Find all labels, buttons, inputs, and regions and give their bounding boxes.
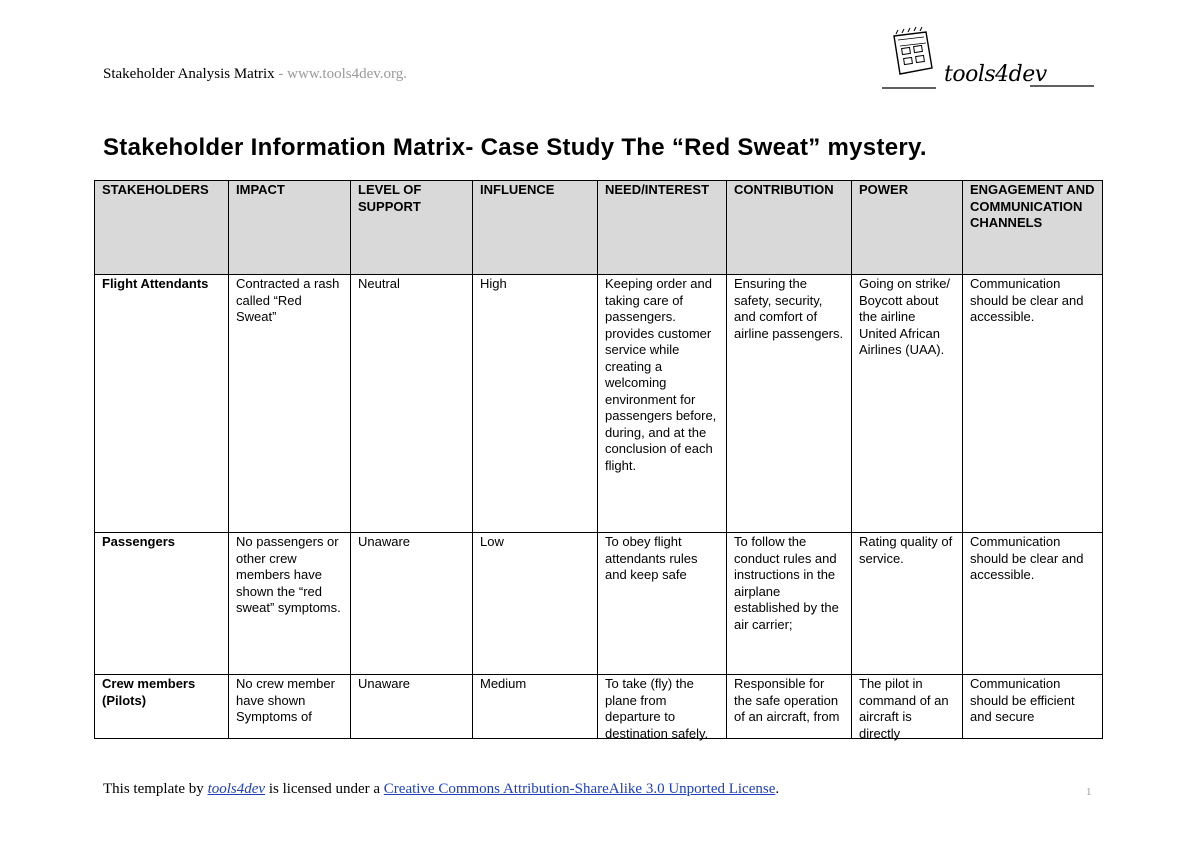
cell-stakeholder-text: Crew members (Pilots) — [102, 676, 196, 708]
table-row — [95, 533, 1103, 675]
cell-contribution — [727, 675, 852, 739]
cell-need: Keeping order and taking care of passengers. provides customer service while creating a welcoming environment for passengers before, during, and at the conclusion of each flight. — [598, 275, 727, 533]
cell-engagement: Communication should be clear and accessible. — [963, 533, 1103, 675]
cell-power-text: The pilot in command of an aircraft is directly — [859, 676, 949, 741]
cell-stakeholder: Passengers — [95, 533, 229, 675]
header-influence: INFLUENCE — [473, 181, 598, 275]
header-level-of-support: LEVEL OF SUPPORT — [351, 181, 473, 275]
cell-influence: Low — [473, 533, 598, 675]
cell-stakeholder — [95, 675, 229, 739]
logo-notepad-icon — [894, 27, 932, 74]
cell-impact: Contracted a rash called “Red Sweat” — [229, 275, 351, 533]
cell-influence — [473, 675, 598, 739]
cell-power: Rating quality of service. — [852, 533, 963, 675]
table-row — [95, 275, 1103, 533]
table-header-row — [95, 181, 1103, 275]
cell-stakeholder: Flight Attendants — [95, 275, 229, 533]
footer-middle: is licensed under a — [265, 781, 384, 797]
cell-influence: High — [473, 275, 598, 533]
footer-prefix: This template by — [103, 781, 208, 797]
cell-impact-text: No crew member have shown Symptoms of — [236, 676, 335, 724]
logo-wordmark: tools4dev — [944, 62, 1047, 87]
footer-license-link[interactable]: Creative Commons Attribution-ShareAlike 3.0 Unported License — [383, 781, 776, 797]
cell-impact — [229, 675, 351, 739]
cell-engagement-text: Communication should be efficient and secure — [970, 676, 1075, 724]
stakeholder-matrix-table — [94, 180, 1103, 739]
page-number: 1 — [1086, 786, 1092, 798]
cell-support: Unaware — [351, 533, 473, 675]
cell-support-text: Unaware — [358, 676, 411, 691]
header-separator: - — [274, 66, 288, 82]
cell-power: Going on strike/ Boycott about the airline United African Airlines (UAA). — [852, 275, 963, 533]
header-need-interest: NEED/INTEREST — [598, 181, 727, 275]
header-impact: IMPACT — [229, 181, 351, 275]
cell-power — [852, 675, 963, 739]
header-power: POWER — [852, 181, 963, 275]
page-footer — [103, 781, 779, 798]
cell-need — [598, 675, 727, 739]
cell-need: To obey flight attendants rules and keep safe — [598, 533, 727, 675]
cell-impact: No passengers or other crew members have shown the “red sweat” symptoms. — [229, 533, 351, 675]
page-title: Stakeholder Information Matrix- Case Study The “Red Sweat” mystery. — [103, 134, 927, 161]
cell-support: Neutral — [351, 275, 473, 533]
footer-tools4dev-link[interactable]: tools4dev — [207, 781, 266, 797]
cell-contribution: Ensuring the safety, security, and comfort of airline passengers. — [727, 275, 852, 533]
cell-influence-text: Medium — [480, 676, 527, 691]
cell-engagement — [963, 675, 1103, 739]
header-engagement: ENGAGEMENT AND COMMUNICATION CHANNELS — [963, 181, 1103, 275]
footer-suffix: . — [775, 781, 780, 797]
header-contribution: CONTRIBUTION — [727, 181, 852, 275]
page-header — [103, 66, 407, 83]
table-row — [95, 675, 1103, 739]
cell-engagement: Communication should be clear and accessible. — [963, 275, 1103, 533]
cell-need-text: To take (fly) the plane from departure to destination safely. — [605, 676, 709, 741]
header-stakeholders: STAKEHOLDERS — [95, 181, 229, 275]
cell-support — [351, 675, 473, 739]
header-url: www.tools4dev.org. — [287, 66, 408, 82]
cell-contribution: To follow the conduct rules and instructions in the airplane established by the air carrier; — [727, 533, 852, 675]
header-doc-title: Stakeholder Analysis Matrix — [103, 66, 275, 82]
cell-contribution-text: Responsible for the safe operation of an aircraft, from — [734, 676, 840, 724]
